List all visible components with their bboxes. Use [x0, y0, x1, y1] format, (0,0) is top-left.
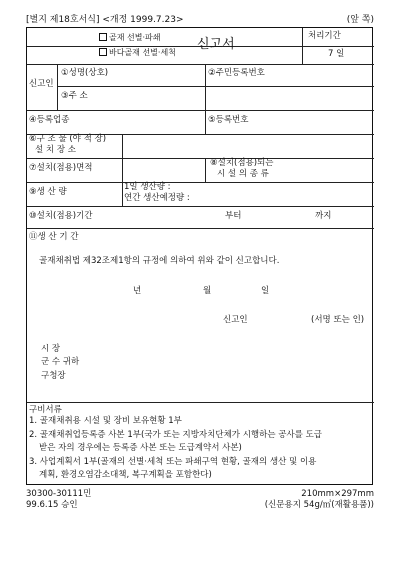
form-number: [별지 제18호서식] <개정 1999.7.23> — [26, 15, 184, 25]
structure-location-label-2: 설 치 장 소 — [35, 145, 76, 155]
document-item-1: 1. 골재채취용 시설 및 장비 보유현황 1부 — [29, 416, 182, 426]
date-month-label: 월 — [203, 286, 212, 296]
page-side-label: (앞 쪽) — [346, 15, 374, 25]
facility-type-label-2: 시 설 의 종 류 — [217, 169, 269, 179]
facility-type-field[interactable]: ⑧설치(점용)되는 — [210, 158, 274, 168]
production-volume-label: ⑨생 산 량 — [29, 187, 67, 197]
name-field[interactable]: ①성명(상호) — [61, 68, 109, 78]
document-item-2-cont: 받은 자의 경우에는 등록증 사본 또는 도급계약서 사본) — [39, 443, 242, 453]
period-to-label: 까지 — [315, 211, 332, 221]
approval-date: 99.6.15 승인 — [26, 500, 78, 510]
document-item-2: 2. 골재채취업등록증 사본 1부(국가 또는 지방자치단체가 시행하는 공사를 도급 — [29, 430, 322, 440]
report-form — [26, 27, 373, 485]
registration-number-field[interactable]: ⑤등록번호 — [208, 115, 249, 125]
installation-period-label: ⑩설치(점용)기간 — [29, 211, 93, 221]
documents-heading: 구비서류 — [29, 405, 62, 415]
annual-production-field[interactable]: 연간 생산예정량 : — [124, 193, 190, 203]
processing-period-label: 처리기간 — [308, 31, 341, 41]
date-year-label: 년 — [133, 286, 142, 296]
option-sea-aggregate: 바다골재 선별·세척 — [99, 48, 176, 57]
form-code: 30300-30111민 — [26, 489, 92, 499]
registration-type-field[interactable]: ④등록업종 — [29, 115, 70, 125]
form-title: 신고서 — [197, 37, 235, 52]
paper-type: (신문용지 54g/㎡(재활용품)) — [264, 500, 374, 510]
checkbox-crushing[interactable] — [99, 33, 107, 41]
installation-area-field[interactable]: ⑦설치(점용)면적 — [29, 163, 93, 173]
checkbox-sea-aggregate[interactable] — [99, 48, 107, 56]
structure-location-field[interactable]: ⑥구 조 물 (야 적 장) — [29, 134, 107, 144]
declaration-text: 골재채취법 제32조제1항의 규정에 의하여 위와 같이 신고합니다. — [39, 256, 280, 266]
recipient-county: 군 수 귀하 — [41, 357, 80, 367]
daily-production-field[interactable]: 1일 생산량 : — [124, 182, 171, 192]
production-period-field[interactable]: ⑪생 산 기 간 — [29, 232, 79, 242]
resident-number-field[interactable]: ②주민등록번호 — [208, 68, 265, 78]
address-field[interactable]: ③주 소 — [61, 91, 88, 101]
recipient-mayor: 시 장 — [41, 344, 61, 354]
reporter-label: 신고인 — [29, 79, 54, 89]
footer-right — [265, 489, 374, 511]
signature-field[interactable]: (서명 또는 인) — [311, 315, 365, 325]
declarant-label: 신고인 — [223, 315, 248, 325]
footer-left — [26, 489, 91, 511]
document-item-3-cont: 계획, 환경오염감소대책, 복구계획을 포함한다) — [39, 470, 212, 480]
paper-size: 210mm×297mm — [301, 489, 374, 499]
period-from-label: 부터 — [225, 211, 242, 221]
date-day-label: 일 — [261, 286, 270, 296]
recipient-district: 구청장 — [41, 371, 66, 381]
processing-period-value: 7 일 — [328, 49, 345, 59]
document-item-3: 3. 사업계획서 1부(골재의 선별·세척 또는 파쇄구역 현황, 골재의 생산 및 이용 — [29, 457, 317, 467]
option-crushing: 골재 선별·파쇄 — [99, 33, 160, 42]
